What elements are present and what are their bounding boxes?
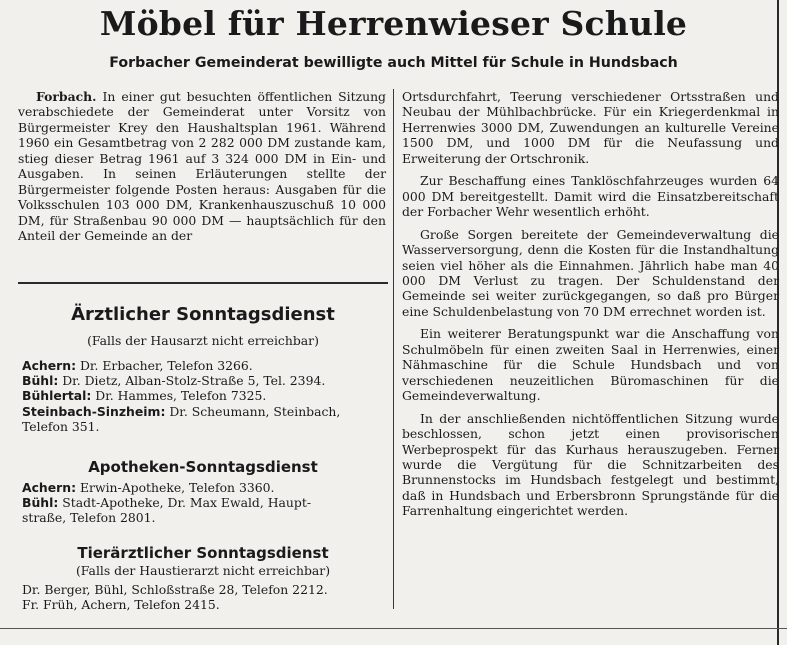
vet-box-subtitle: (Falls der Haustierarzt nicht erreichbar) [75, 563, 331, 578]
entry-text: Telefon 351. [22, 418, 100, 434]
section-rule [18, 282, 388, 284]
list-item [22, 373, 388, 388]
entry-text: Erwin-Apotheke, Telefon 3360. [80, 480, 275, 495]
list-item [22, 404, 388, 419]
entry-text: Stadt-Apotheke, Dr. Max Ewald, Haupt- [62, 495, 312, 511]
place-label: Steinbach-Sinzheim: [22, 403, 166, 419]
dateline: Forbach. [36, 89, 97, 104]
place-label: Achern: [22, 480, 77, 495]
bottom-rule [0, 628, 787, 629]
entry-text: Dr. Dietz, Alban-Stolz-Straße 5, Tel. 2394. [62, 373, 326, 389]
headline: Möbel für Herrenwieser Schule [99, 4, 688, 43]
entry-text: Fr. Früh, Achern, Telefon 2415. [22, 597, 220, 613]
entry-text: Dr. Scheumann, Steinbach, [169, 403, 341, 419]
subheadline: Forbacher Gemeinderat bewilligte auch Mittel für Schule in Hundsbach [109, 55, 678, 71]
doctors-box-title: Ärztlicher Sonntagsdienst [71, 304, 335, 325]
list-item [22, 480, 388, 495]
pharmacy-box-list [22, 480, 388, 526]
place-label: Achern: [22, 358, 77, 373]
article-left-column [18, 89, 386, 244]
article-right-column [402, 89, 779, 519]
place-label: Bühlertal: [22, 388, 92, 404]
vet-box-title: Tierärztlicher Sonntagsdienst [77, 544, 329, 562]
article-paragraph: Ortsdurchfahrt, Teerung verschiedener Ortsstraßen und Neubau der Mühlbachbrücke. Für ein Kriegerdenkmal in Herrenwies 3000 DM, Zuwendungen an kulturelle Vereine 1500 DM, und 1000 DM für die Neufassung und Erweiterung der Ortschronik. [402, 89, 779, 166]
entry-text: Dr. Hammes, Telefon 7325. [95, 388, 267, 404]
list-item [22, 597, 388, 612]
article-paragraph [18, 89, 386, 244]
entry-text: straße, Telefon 2801. [22, 510, 156, 526]
list-item [22, 582, 388, 597]
entry-text: Dr. Berger, Bühl, Schloßstraße 28, Telefon 2212. [22, 582, 328, 597]
list-item [22, 388, 388, 403]
article-text: In einer gut besuchten öffentlichen Sitzung verabschiedete der Gemeinderat unter Vorsitz von Bürgermeister Krey den Haushaltsplan 1961. Während 1960 ein Gesamtbetrag von 2 282 000 DM zustande kam, stieg dieser Betrag 1961 auf 3 324 000 DM in Ein- und Ausgaben. In seinen Erläuterungen stellte der Bürgermeister folgende Posten heraus: Ausgaben für die Volksschulen 103 000 DM, Krankenhauszuschuß 10 000 DM, für Straßenbau 90 000 DM — hauptsächlich für den Anteil der Gemeinde an der [18, 89, 386, 244]
article-paragraph: In der anschließenden nichtöffentlichen Sitzung wurde beschlossen, schon jetzt einen provisorischen Werbeprospekt für das Kurhaus herauszugeben. Ferner wurde die Vergütung für die Schnitzarbeiten des Brunnenstocks im Hundsbach festgelegt und bestimmt, daß in Hundsbach und Erbersbronn Sprungstände für die Farrenhaltung eingerichtet werden. [402, 410, 779, 519]
list-item [22, 419, 388, 434]
article-paragraph: Ein weiterer Beratungspunkt war die Anschaffung von Schulmöbeln für einen zweiten Saal in Herrenwies, einer Nähmaschine für die Schule Hundsbach und von verschiedenen neuzeitlichen Büromaschinen für die Gemeindeverwaltung. [402, 326, 779, 404]
place-label: Bühl: [22, 373, 59, 389]
vet-box-list [22, 582, 388, 612]
column-divider [393, 89, 394, 609]
article-paragraph: Zur Beschaffung eines Tanklöschfahrzeuges wurden 64 000 DM bereitgestellt. Damit wird die Einsatzbereitschaft der Forbacher Wehr wesentlich erhöht. [402, 173, 779, 220]
article-paragraph: Große Sorgen bereitete der Gemeindeverwaltung die Wasserversorgung, denn die Kosten für die Instandhaltung seien viel höher als die Einnahmen. Jährlich habe man 40 000 DM Verlust zu tragen. Der Schuldenstand der Gemeinde sei weiter zurückgegangen, so daß pro Bürger eine Schuldenbelastung von 70 DM errechnet worden ist. [402, 226, 779, 319]
list-item [22, 495, 388, 510]
place-label: Bühl: [22, 495, 59, 511]
entry-text: Dr. Erbacher, Telefon 3266. [80, 358, 253, 373]
doctors-box-list [22, 358, 388, 434]
list-item [22, 358, 388, 373]
list-item [22, 510, 388, 525]
doctors-box-subtitle: (Falls der Hausarzt nicht erreichbar) [87, 333, 319, 348]
pharmacy-box-title: Apotheken-Sonntagsdienst [88, 458, 318, 476]
